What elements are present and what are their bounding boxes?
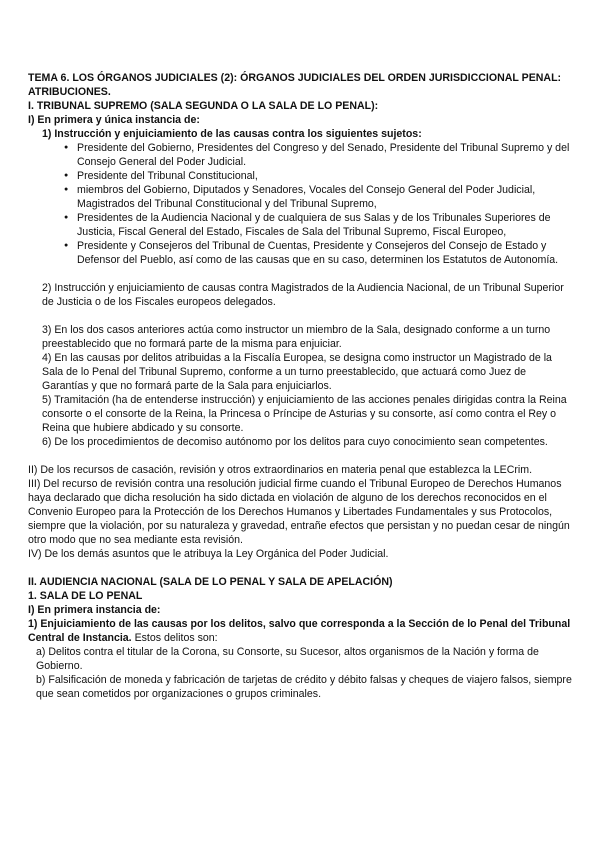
list-item: ● miembros del Gobierno, Diputados y Senadores, Vocales del Consejo General del Poder Judicial, Magistrados del Tribunal Constitucional y del Tribunal Supremo, bbox=[64, 183, 574, 211]
item-4: 4) En las causas por delitos atribuidas a la Fiscalía Europea, se designa como instructor un Magistrado de la Sala de lo Penal del Tribunal Supremo, conforme a un turno preestablecido, que actuará como Juez de Garantías y que no formará parte de la Sala para enjuiciarlos. bbox=[42, 352, 552, 392]
roman-2: II) De los recursos de casación, revisión y otros extraordinarios en materia penal que establezca la LECrim. bbox=[28, 464, 533, 476]
section-2-item-1-bold: 1) Enjuiciamiento de las causas por los delitos, salvo que corresponda a la Sección de lo Penal del Tribunal Central de Instancia. bbox=[28, 618, 571, 644]
item-3: 3) En los dos casos anteriores actúa como instructor un miembro de la Sala, designado conforme a un turno preestablecido que no formará parte de la misma para enjuiciar. bbox=[42, 324, 551, 350]
section-2-instance-heading: I) En primera instancia de: bbox=[28, 604, 161, 616]
item-b: b) Falsificación de moneda y fabricación de tarjetas de crédito y débito falsas y cheques de viajero falsos, siempre que sean cometidos por organizaciones o grupos criminales. bbox=[36, 674, 572, 700]
section-2-item-1 bbox=[28, 617, 574, 645]
roman-4: IV) De los demás asuntos que le atribuya la Ley Orgánica del Poder Judicial. bbox=[28, 548, 389, 560]
section-1-heading: I. TRIBUNAL SUPREMO (SALA SEGUNDA O LA SALA DE LO PENAL): bbox=[28, 100, 379, 112]
section-2-sub-heading: 1. SALA DE LO PENAL bbox=[28, 590, 143, 602]
section-2-heading: II. AUDIENCIA NACIONAL (SALA DE LO PENAL Y SALA DE APELACIÓN) bbox=[28, 576, 393, 588]
list-item: ● Presidente y Consejeros del Tribunal de Cuentas, Presidente y Consejeros del Consejo de Estado y Defensor del Pueblo, así como de las causas que en su caso, determinen los Estatutos de Autonomía. bbox=[64, 239, 574, 267]
roman-3: III) Del recurso de revisión contra una resolución judicial firme cuando el Tribunal Europeo de Derechos Humanos haya declarado que dicha resolución ha sido dictada en violación de alguno de los derechos reconocidos en el Convenio Europeo para la Protección de los Derechos Humanos y Libertades Fundamentales y sus Protocolos, siempre que la violación, por su naturaleza y gravedad, entrañe efectos que persistan y no puedan cesar de ningún otro modo que no sea mediante esta revisión. bbox=[28, 478, 570, 546]
list-item: ● Presidente del Tribunal Constitucional, bbox=[64, 169, 574, 183]
document-page bbox=[28, 71, 574, 701]
item-6: 6) De los procedimientos de decomiso autónomo por los delitos para cuyo conocimiento sean competentes. bbox=[42, 436, 548, 448]
section-1-instance-heading: I) En primera y única instancia de: bbox=[28, 114, 200, 126]
list-item: ● Presidente del Gobierno, Presidentes del Congreso y del Senado, Presidente del Tribunal Supremo y del Consejo General del Poder Judicial. bbox=[64, 141, 574, 169]
document-title: TEMA 6. LOS ÓRGANOS JUDICIALES (2): ÓRGANOS JUDICIALES DEL ORDEN JURISDICCIONAL PENAL: ATRIBUCIONES. bbox=[28, 72, 562, 98]
item-1-heading: 1) Instrucción y enjuiciamiento de las causas contra los siguientes sujetos: bbox=[42, 128, 422, 140]
item-a: a) Delitos contra el titular de la Corona, su Consorte, su Sucesor, altos organismos de la Nación y forma de Gobierno. bbox=[36, 646, 539, 672]
section-2-item-1-rest: Estos delitos son: bbox=[131, 632, 218, 644]
list-item: ● Presidentes de la Audiencia Nacional y de cualquiera de sus Salas y de los Tribunales Superiores de Justicia, Fiscal General del Estado, Fiscales de Sala del Tribunal Supremo, Fiscal Europeo, bbox=[64, 211, 574, 239]
subjects-list bbox=[28, 141, 574, 267]
item-2: 2) Instrucción y enjuiciamiento de causas contra Magistrados de la Audiencia Nacional, de un Tribunal Superior de Justicia o de los Fiscales europeos delegados. bbox=[42, 282, 564, 308]
item-5: 5) Tramitación (ha de entenderse instrucción) y enjuiciamiento de las acciones penales dirigidas contra la Reina consorte o el consorte de la Reina, la Princesa o Príncipe de Asturias y su consorte, así como contra el Rey o Reina que hubiere abdicado y su consorte. bbox=[42, 394, 567, 434]
